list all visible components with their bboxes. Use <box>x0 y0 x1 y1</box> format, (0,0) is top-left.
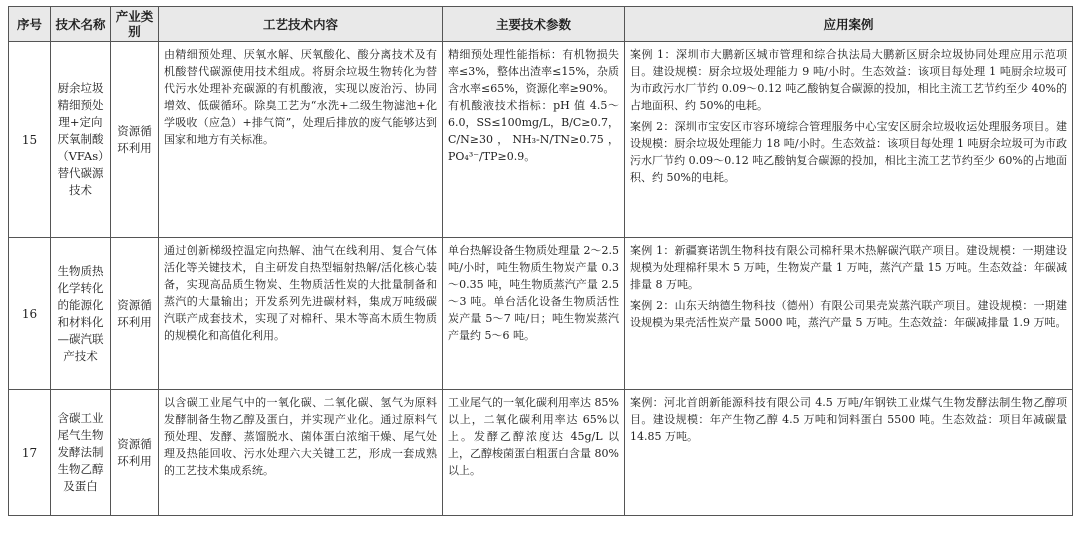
technology-table <box>8 6 1073 516</box>
header-name: 技术名称 <box>51 7 111 42</box>
application-cases <box>625 238 1073 390</box>
process-content: 以含碳工业尾气中的一氧化碳、二氧化碳、氢气为原料发酵制备生物乙醇及蛋白，并实现产业化。通过原料气预处理、发酵、蒸馏脱水、菌体蛋白浓缩干燥、尾气处理及热能回收、污水处理六大关键工艺，形成一套成熟的工艺技术集成系统。 <box>159 390 443 516</box>
application-cases <box>625 390 1073 516</box>
param-text: 工业尾气的一氧化碳利用率达 85%以上，二氧化碳利用率达 65%以上。发酵乙醇浓度达 45g/L 以上，乙醇梭菌蛋白粗蛋白含量 80%以上。 <box>448 396 619 477</box>
header-no: 序号 <box>9 7 51 42</box>
table-header <box>9 7 1073 42</box>
table-body <box>9 42 1073 516</box>
header-row <box>9 7 1073 42</box>
table-row <box>9 238 1073 390</box>
tech-name: 厨余垃圾精细预处理+定向厌氧制酸（VFAs）替代碳源技术 <box>51 42 111 238</box>
tech-params <box>443 390 625 516</box>
table-row <box>9 390 1073 516</box>
process-content: 由精细预处理、厌氧水解、厌氧酸化、酸分离技术及有机酸替代碳源使用技术组成。将厨余垃圾生物转化为替代污水处理补充碳源的有机酸液，实现以废治污、协同增效、低碳循环。除臭工艺为“水洗+二级生物滤池+化学吸收（应急）+排气筒”，处理后排放的废气能够达到国家和地方有关标准。 <box>159 42 443 238</box>
industry-category: 资源循环利用 <box>111 238 159 390</box>
header-params: 主要技术参数 <box>443 7 625 42</box>
row-number: 16 <box>9 238 51 390</box>
industry-category: 资源循环利用 <box>111 390 159 516</box>
application-cases <box>625 42 1073 238</box>
row-number: 17 <box>9 390 51 516</box>
table-row <box>9 42 1073 238</box>
param-text: 单台热解设备生物质处理量 2～2.5 吨/小时，吨生物质生物炭产量 0.3～0.35 吨，吨生物质蒸汽产量 2.5～3 吨。单台活化设备生物质活性炭产量 5～7 吨/日；吨生物炭蒸汽产量约 5～6 吨。 <box>448 244 619 342</box>
header-cases: 应用案例 <box>625 7 1073 42</box>
case-text: 案例：河北首朗新能源科技有限公司 4.5 万吨/年钢铁工业煤气生物发酵法制生物乙醇项目。建设规模：年产生物乙醇 4.5 万吨和饲料蛋白 5500 吨。生态效益：项目年减碳量 14.85 万吨。 <box>630 396 1067 443</box>
header-content: 工艺技术内容 <box>159 7 443 42</box>
tech-params <box>443 238 625 390</box>
case-text: 案例 2：深圳市宝安区市容环境综合管理服务中心宝安区厨余垃圾收运处理服务项目。建设规模：厨余垃圾处理能力 18 吨/小时。生态效益：该项目每处理 1 吨厨余垃圾可为市政污水厂节约 0.09～0.12 吨乙酸钠复合碳源的投加，相比主流工艺节约至少 60%的占地面积、约 50%的电耗。 <box>630 120 1067 184</box>
param-text: 有机酸液技术指标：pH 值 4.5～6.0，SS≤100mg/L，B/C≥0.7，C/N≥30，NH₃-N/TN≥0.75，PO₄³⁻/TP≥0.9。 <box>448 99 619 163</box>
case-text: 案例 1：新疆赛诺凯生物科技有限公司棉秆果木热解碳汽联产项目。建设规模：一期建设规模为处理棉秆果木 5 万吨，生物炭产量 1 万吨，蒸汽产量 15 万吨。生态效益：年碳减排量 8 万吨。 <box>630 244 1067 291</box>
param-text: 精细预处理性能指标：有机物损失率≤3%，整体出渣率≤15%，杂质含水率≤65%，资源化率≥90%。 <box>448 48 619 95</box>
industry-category: 资源循环利用 <box>111 42 159 238</box>
case-text: 案例 1：深圳市大鹏新区城市管理和综合执法局大鹏新区厨余垃圾协同处理应用示范项目。建设规模：厨余垃圾处理能力 9 吨/小时。生态效益：该项目每处理 1 吨厨余垃圾可为市政污水厂节约 0.09～0.12 吨乙酸钠复合碳源的投加，相比主流工艺节约至少 40%的占地面积、约 50%的电耗。 <box>630 48 1067 112</box>
tech-params <box>443 42 625 238</box>
header-category: 产业类别 <box>111 7 159 42</box>
row-number: 15 <box>9 42 51 238</box>
tech-name: 生物质热化学转化的能源化和材料化—碳汽联产技术 <box>51 238 111 390</box>
process-content: 通过创新梯级控温定向热解、油气在线利用、复合气体活化等关键技术，自主研发自热型辐射热解/活化核心装备，实现高品质生物炭、生物质活性炭的大批量制备和蒸汽的大量输出；开发系列先进碳材料，集成万吨级碳汽联产成套技术，实现了对棉秆、果木等高木质生物质的规模化和高值化利用。 <box>159 238 443 390</box>
tech-name: 含碳工业尾气生物发酵法制生物乙醇及蛋白 <box>51 390 111 516</box>
case-text: 案例 2：山东天纳德生物科技（德州）有限公司果壳炭蒸汽联产项目。建设规模：一期建设规模为果壳活性炭产量 5000 吨，蒸汽产量 5 万吨。生态效益：年碳减排量 1.9 万吨。 <box>630 299 1067 329</box>
